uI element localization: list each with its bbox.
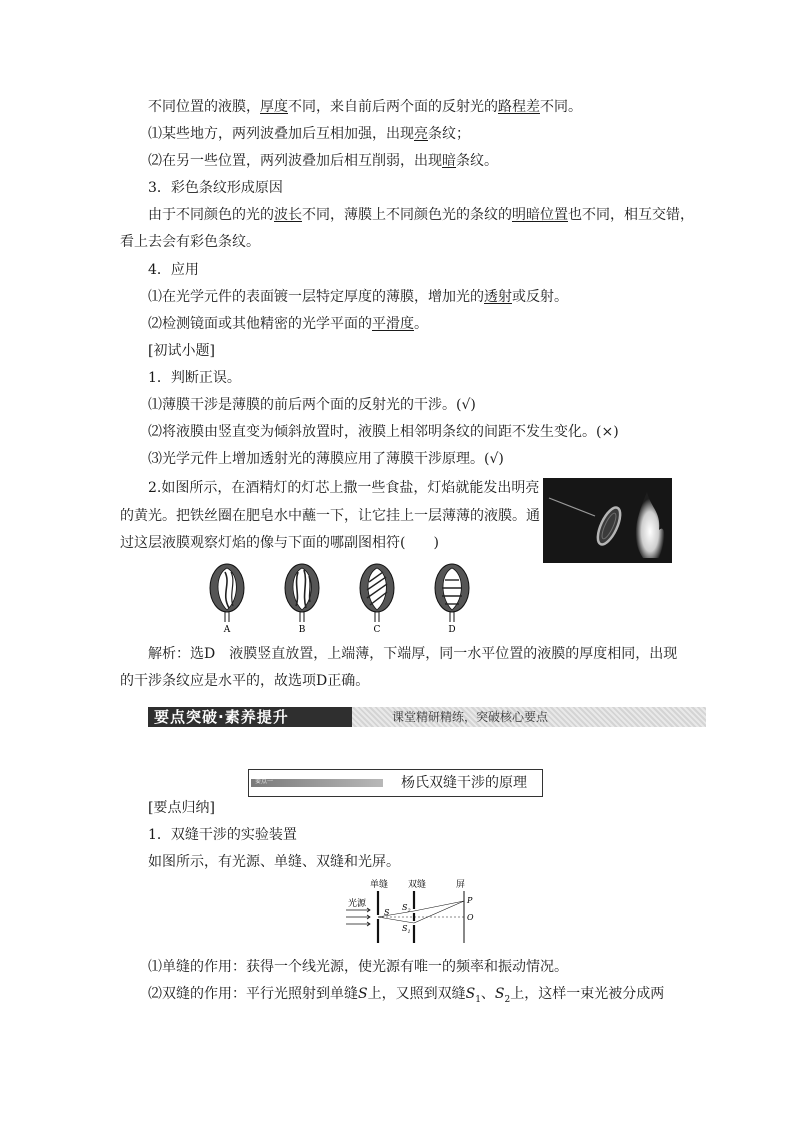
label-screen: 屏 <box>456 880 466 890</box>
section-heading: 4．应用 <box>148 262 199 278</box>
key-point-box <box>248 769 543 797</box>
text-line: 过这层液膜观察灯焰的像与下面的哪副图相符( ) <box>120 535 439 551</box>
label-light-source: 光源 <box>348 899 367 909</box>
text-line: ⑴在光学元件的表面镀一层特定厚度的薄膜，增加光的透射或反射。 <box>148 289 568 305</box>
text-line: ⑵双缝的作用：平行光照射到单缝S上，又照到双缝$S_1$、$S_2$上，这样一束光被分成两 <box>148 986 665 1005</box>
label-single-slit: 单缝 <box>370 880 389 890</box>
text-line: 的干涉条纹应是水平的，故选项D正确。 <box>120 673 370 689</box>
subsection-label: [初试小题] <box>148 343 215 359</box>
figure-d <box>435 564 469 622</box>
underlined-term: 明暗位置 <box>512 207 568 223</box>
figure-a <box>210 564 244 622</box>
underlined-term: 暗 <box>442 153 456 169</box>
figure-label-a: A <box>223 625 231 635</box>
section-heading: 3．彩色条纹形成原因 <box>148 180 283 196</box>
film-pattern-figures <box>205 560 480 635</box>
label-p: P <box>467 896 473 905</box>
label-s1: $S_1$ <box>402 924 411 935</box>
underlined-term: 亮 <box>414 126 428 142</box>
section-heading: 1．双缝干涉的实验装置 <box>148 827 297 843</box>
text-line: 如图所示，有光源、单缝、双缝和光屏。 <box>148 854 400 870</box>
underlined-term: 波长 <box>274 207 302 223</box>
text-line: ⑶光学元件上增加透射光的薄膜应用了薄膜干涉原理。(√) <box>148 451 504 467</box>
text-line: 不同位置的液膜，厚度不同，来自前后两个面的反射光的路程差不同。 <box>148 99 582 115</box>
figure-label-c: C <box>373 625 381 635</box>
label-s: S <box>384 908 390 917</box>
figure-label-b: B <box>298 625 306 635</box>
banner-title-block <box>148 707 352 727</box>
label-s2: $S_2$ <box>402 903 411 914</box>
subsection-label: [要点归纳] <box>148 800 215 816</box>
figure-b <box>285 564 319 622</box>
text-line: 2.如图所示，在酒精灯的灯芯上撒一些食盐，灯焰就能发出明亮 <box>148 480 540 496</box>
text-line: ⑴某些地方，两列波叠加后互相加强，出现亮条纹； <box>148 126 470 142</box>
flame-through-film-photo <box>543 478 672 563</box>
key-point-title: 杨氏双缝干涉的原理 <box>401 775 527 791</box>
text-line: ⑵检测镜面或其他精密的光学平面的平滑度。 <box>148 316 428 332</box>
underlined-term: 路程差 <box>498 99 540 115</box>
label-double-slit: 双缝 <box>408 880 427 890</box>
underlined-term: 平滑度 <box>372 316 414 332</box>
banner-subtitle: 课堂精研精练，突破核心要点 <box>392 710 549 724</box>
figure-label-d: D <box>448 625 456 635</box>
text-line: 的黄光。把铁丝圈在肥皂水中蘸一下，让它挂上一层薄薄的液膜。通 <box>120 508 540 524</box>
banner-title: 要点突破·素养提升 <box>154 708 289 726</box>
figure-c <box>360 564 394 622</box>
section-banner <box>148 707 706 727</box>
text-line: ⑵在另一些位置，两列波叠加后相互削弱，出现暗条纹。 <box>148 153 498 169</box>
key-point-tag: 要点一 <box>251 779 383 787</box>
answer-explanation: 解析：选D 液膜竖直放置，上端薄，下端厚，同一水平位置的液膜的厚度相同，出现 <box>148 646 678 662</box>
text-line: ⑴薄膜干涉是薄膜的前后两个面的反射光的干涉。(√) <box>148 397 476 413</box>
double-slit-diagram <box>340 877 480 945</box>
text-line: 由于不同颜色的光的波长不同，薄膜上不同颜色光的条纹的明暗位置也不同，相互交错， <box>148 207 694 223</box>
text-line: 1．判断正误。 <box>148 370 241 386</box>
underlined-term: 透射 <box>484 289 512 305</box>
underlined-term: 厚度 <box>260 99 288 115</box>
text-line: 看上去会有彩色条纹。 <box>120 234 260 250</box>
text-line: ⑵将液膜由竖直变为倾斜放置时，液膜上相邻明条纹的间距不发生变化。(×) <box>148 424 619 440</box>
label-o: O <box>467 913 474 922</box>
text-line: ⑴单缝的作用：获得一个线光源，使光源有唯一的频率和振动情况。 <box>148 959 568 975</box>
